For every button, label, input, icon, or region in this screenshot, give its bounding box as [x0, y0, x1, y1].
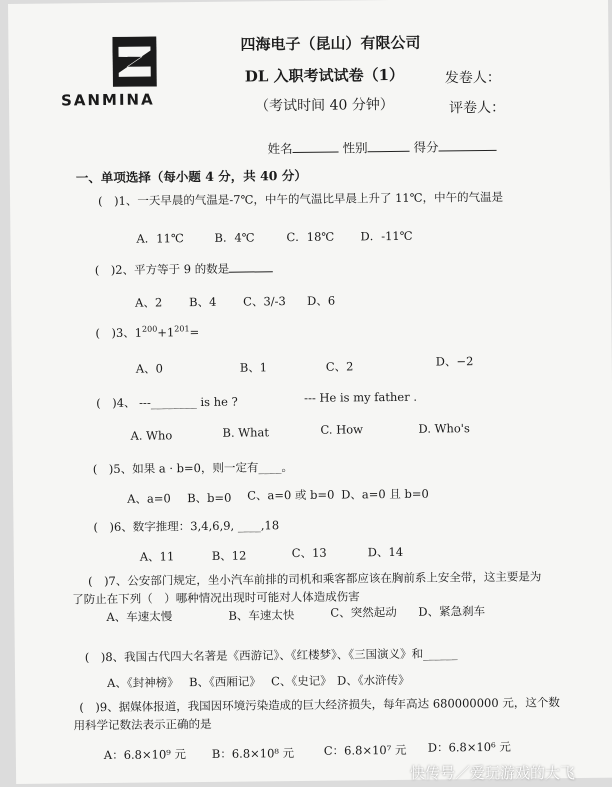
question-1-stem: ( )1、一天早晨的气温是-7℃，中午的气温比早晨上升了 11℃，中午的气温是: [97, 189, 504, 209]
q7-option-a: A、车速太慢: [106, 609, 173, 625]
company-name: 四海电子（昆山）有限公司: [240, 33, 421, 54]
name-blank: [292, 140, 338, 153]
score-label: 得分: [413, 139, 439, 155]
q6-option-b: B、12: [211, 548, 247, 563]
gender-label: 性别: [342, 140, 368, 156]
q8-option-d: D、《水浒传》: [337, 672, 410, 688]
question-9-stem: ( )9、据媒体报道，我国因环境污染造成的巨大经济损失，每年高达 680000000 元，这个数: [79, 695, 560, 715]
q9-option-d: D：6.8×10⁶ 元: [427, 739, 511, 755]
q5-option-a: A、a=0: [127, 491, 171, 506]
q5-option-d: D、a=0 且 b=0: [341, 486, 429, 502]
sanmina-logo-icon: [112, 36, 157, 86]
q9-option-c: C：6.8×10⁷ 元: [323, 742, 407, 758]
section-heading: 一、单项选择（每小题 4 分，共 40 分）: [75, 167, 307, 186]
score-blank: [438, 138, 496, 152]
question-2-stem: ( )2、平方等于 9 的数是: [95, 259, 274, 278]
q3-option-a: A、0: [135, 361, 164, 376]
gender-blank: [367, 139, 409, 152]
q4-option-a: A. Who: [130, 428, 173, 443]
q7-option-c: C、突然起动: [330, 604, 397, 620]
question-4-answer-line: --- He is my father .: [304, 389, 418, 405]
issuer-label: 发卷人：: [444, 69, 501, 87]
q1-option-b: B．4℃: [214, 230, 255, 245]
q4-option-c: C. How: [320, 422, 364, 437]
q5-option-b: B、b=0: [187, 490, 232, 506]
question-3-stem: ( )3、$1^{200}+1^{201}=$: [95, 324, 200, 341]
q6-option-a: A、11: [139, 549, 175, 564]
question-5-stem: ( )5、如果 a · b=0，则一定有____。: [92, 460, 294, 477]
q4-option-d: D. Who's: [418, 421, 470, 436]
question-8-stem: ( )8、我国古代四大名著是《西游记》、《红楼梦》、《三国演义》和______: [84, 646, 458, 665]
q2-option-b: B、4: [189, 294, 217, 310]
q2-option-a: A、2: [135, 295, 163, 310]
q3-option-d: D、−2: [435, 354, 474, 369]
q9-option-a: A：6.8×10⁹ 元: [103, 747, 187, 763]
q9-option-b: B：6.8×10⁸ 元: [211, 746, 295, 761]
q8-option-b: B、《西厢记》: [189, 674, 261, 690]
q2-option-d: D、6: [307, 293, 336, 308]
q7-option-b: B、车速太快: [228, 608, 295, 623]
exam-paper: [8, 0, 612, 784]
q1-option-d: D．-11℃: [360, 228, 413, 244]
q6-option-c: C、13: [291, 545, 327, 561]
q3-option-c: C、2: [325, 359, 354, 374]
exam-time: （考试时间 40 分钟）: [255, 96, 394, 115]
question-9-stem-cont: 用科学记数法表示正确的是: [73, 716, 212, 733]
question-7-stem-cont: 了防止在下列（ ）哪种情况出现时可能对人体造成伤害: [72, 589, 360, 607]
q7-option-d: D、紧急刹车: [418, 604, 486, 619]
q4-option-b: B. What: [222, 425, 270, 440]
brand-name: SANMINA: [60, 90, 155, 110]
q3-option-b: B、1: [239, 360, 268, 375]
q8-option-a: A、《封神榜》: [107, 675, 179, 690]
exam-title: DL 入职考试试卷（1）: [244, 65, 405, 86]
q5-option-c: C、a=0 或 b=0: [247, 487, 335, 503]
watermark: 快传号／爱玩游戏的大飞: [410, 764, 576, 782]
q1-option-c: C．18℃: [286, 229, 335, 245]
q1-option-a: A．11℃: [136, 231, 184, 246]
grader-label: 评卷人：: [449, 99, 506, 117]
name-label: 姓名: [267, 141, 293, 157]
question-4-stem: ( )4、 ---________ is he ?: [96, 394, 238, 411]
question-6-stem: ( )6、数字推理：3,4,6,9, ____,18: [93, 518, 280, 535]
q8-option-c: C、《史记》: [271, 673, 332, 689]
question-7-stem: ( )7、公安部门规定，坐小汽车前排的司机和乘客都应该在胸前系上安全带，这主要是为: [87, 569, 542, 589]
q2-option-c: C、3/-3: [243, 294, 286, 309]
q6-option-d: D、14: [367, 544, 404, 560]
info-fields: [267, 137, 496, 157]
